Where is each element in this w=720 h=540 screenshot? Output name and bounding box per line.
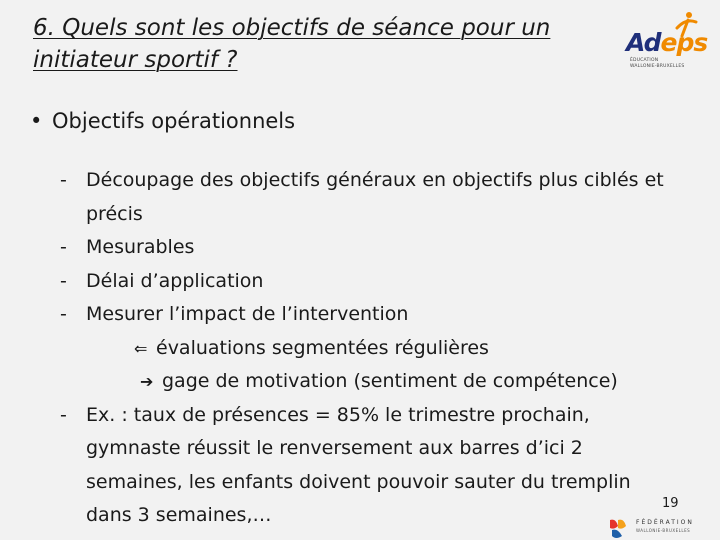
list-item <box>60 265 710 299</box>
list-item <box>60 231 710 265</box>
list-item-line: Mesurer l’impact de l’intervention <box>86 303 409 325</box>
title-line-2: initiateur sportif ? <box>33 47 238 73</box>
list-item-line: précis <box>86 202 143 225</box>
main-bullet-text: Objectifs opérationnels <box>52 109 296 133</box>
list-item-line: gymnaste réussit le renversement aux barres d’ici 2 <box>86 437 583 459</box>
arrow-line-motivation <box>60 365 710 399</box>
list-item-line: dans 3 semaines,… <box>86 504 272 526</box>
arrow-line-text: gage de motivation (sentiment de compétence) <box>162 370 618 392</box>
arrow-line-evaluations <box>60 332 710 366</box>
arrow-line-text: évaluations segmentées régulières <box>156 336 489 359</box>
list-item <box>60 298 710 332</box>
federation-logo <box>606 516 716 540</box>
adeps-logo <box>622 8 710 70</box>
list-item-line: Ex. : taux de présences = 85% le trimestre prochain, <box>86 403 590 426</box>
main-bullet <box>30 106 295 136</box>
list-item <box>60 164 710 231</box>
arrow-left-icon: ⇐ <box>134 338 148 358</box>
page-number: 19 <box>662 496 679 511</box>
dash-marker: - <box>60 269 67 292</box>
dash-marker: - <box>60 236 67 258</box>
slide-title <box>33 12 593 76</box>
list-item-line: Découpage des objectifs généraux en objectifs plus ciblés et <box>86 169 664 191</box>
bullet-marker: • <box>30 109 43 133</box>
logo-subtitle-1: ÉDUCATION <box>630 58 659 63</box>
title-line-1: 6. Quels sont les objectifs de séance pour un <box>33 15 551 41</box>
federation-mark-icon <box>606 516 632 540</box>
dash-marker: - <box>60 169 67 191</box>
list-item-line: Mesurables <box>86 236 195 258</box>
logo-subtitle-2: WALLONIE-BRUXELLES <box>630 64 685 69</box>
arrow-right-icon: ➔ <box>140 372 154 391</box>
federation-subtext: WALLONIE-BRUXELLES <box>636 528 691 533</box>
list-item-line: Délai d’application <box>86 269 264 292</box>
federation-text: FÉDÉRATION <box>636 519 694 526</box>
dash-marker: - <box>60 303 67 325</box>
sub-bullet-list <box>60 164 710 533</box>
dash-marker: - <box>60 403 67 426</box>
list-item-line: semaines, les enfants doivent pouvoir sauter du tremplin <box>86 470 631 493</box>
list-item-example <box>60 399 710 533</box>
logo-wordmark: Adeps <box>626 28 708 57</box>
